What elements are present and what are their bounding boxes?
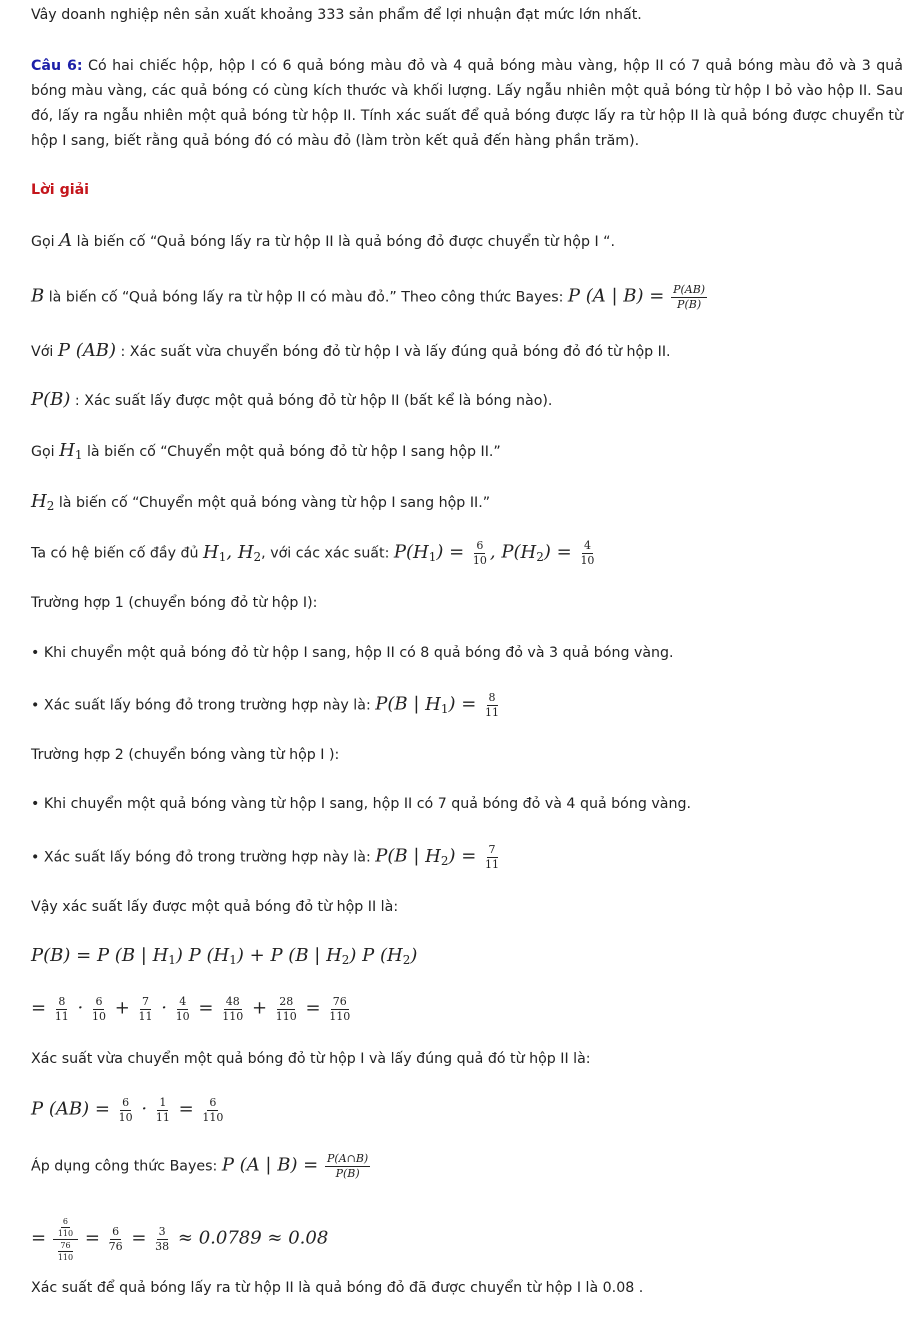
line-define-a: Gọi A là biến cố “Quả bóng lấy ra từ hộp II là quả bóng đỏ được chuyển từ hộp I “. — [31, 230, 616, 251]
case2-bullet1: • Khi chuyển một quả bóng vàng từ hộp I sang, hộp II có 7 quả bóng đỏ và 4 quả bóng vàng. — [31, 796, 691, 812]
line-system: Ta có hệ biến cố đầy đủ $H_1$, $H_2$, với các xác suất: $P(H_1)$ = $\frac{6}{10}$ , $P(H_2)$ = $\frac{4}{10}$ — [31, 539, 595, 567]
line-h1: Gọi $H_1$ là biến cố “Chuyển một quả bóng đỏ từ hộp I sang hộp II.” — [31, 440, 501, 462]
bayes-fraction: $\frac{P(AB)}{P(B)}$ — [673, 283, 706, 311]
case1-bullet1: • Khi chuyển một quả bóng đỏ từ hộp I sang, hộp II có 8 quả bóng đỏ và 3 quả bóng vàng. — [31, 645, 674, 661]
previous-answer-line: Vây doanh nghiệp nên sản xuất khoảng 333 sản phẩm để lợi nhuận đạt mức lớn nhất. — [31, 7, 642, 23]
final-answer: Xác suất để quả bóng lấy ra từ hộp II là quả bóng đỏ đã được chuyển từ hộp I là 0.08 . — [31, 1280, 644, 1296]
question-paragraph — [31, 54, 903, 154]
question-text: Có hai chiếc hộp, hộp I có 6 quả bóng màu đỏ và 4 quả bóng màu vàng, hộp II có 7 quả bóng màu đỏ và 3 quả bóng màu vàng, các quả bóng có cùng kích thước và khối lượng. Lấy ngẫu nhiên một quả bóng từ hộp I bỏ vào hộp II. Sau đó, lấy ra ngẫu nhiên một quả bóng từ hộp II. Tính xác suất để quả bóng được lấy ra từ hộp II là quả bóng được chuyển từ hộp I sang, biết rằng quả bóng đó có màu đỏ (làm tròn kết quả đến hàng phần trăm). — [31, 58, 903, 149]
case2-bullet2: • Xác suất lấy bóng đỏ trong trường hợp này là: P(B | $H_2$) = $\frac{7}{11}$ — [31, 843, 500, 871]
solution-heading: Lời giải — [31, 182, 90, 198]
question-label: Câu 6: — [31, 58, 83, 74]
pab-formula: P (AB) = $\frac{6}{10}$ · $\frac{1}{11}$ = $\frac{6}{110}$ — [31, 1096, 224, 1124]
bayes-apply: Áp dụng công thức Bayes: P (A | B) = $\frac{P(A\cap B)}{P(B)}$ — [31, 1152, 369, 1180]
line-pb: P(B) : Xác suất lấy được một quả bóng đỏ từ hộp II (bất kể là bóng nào). — [31, 389, 553, 410]
case2-heading: Trường hợp 2 (chuyển bóng vàng từ hộp I ): — [31, 747, 340, 763]
line-define-b: B là biến cố “Quả bóng lấy ra từ hộp II có màu đỏ.” Theo công thức Bayes: P (A | B) = $\frac{P(AB)}{P(B)}$ — [31, 283, 706, 311]
total-prob-formula: P(B) = P (B | $H_1$) P $(H_1) + P$ (B | $H_2$) P $(H_2)$ — [31, 945, 418, 967]
bayes-result: = $\frac{\frac{6}{110}}{\frac{76}{110}}$ = $\frac{6}{76}$ = $\frac{3}{38}$ ≈ 0.0789 ≈ 0.08 — [31, 1217, 329, 1262]
nested-fraction: $\frac{\frac{6}{110}}{\frac{76}{110}}$ — [53, 1217, 78, 1262]
total-prob-intro: Vậy xác suất lấy được một quả bóng đỏ từ hộp II là: — [31, 899, 399, 915]
line-pab: Với P (AB) : Xác suất vừa chuyển bóng đỏ từ hộp I và lấy đúng quả bóng đỏ đó từ hộp II. — [31, 340, 671, 361]
case1-bullet2: • Xác suất lấy bóng đỏ trong trường hợp này là: P(B | $H_1$) = $\frac{8}{11}$ — [31, 691, 500, 719]
total-prob-calc: = $\frac{8}{11}$ · $\frac{6}{10}$ + $\frac{7}{11}$ · $\frac{4}{10}$ = $\frac{48}{110}$ + $\frac{28}{110}$ = $\frac{76}{110}$ — [31, 995, 351, 1023]
line-h2: $H_2$ là biến cố “Chuyển một quả bóng vàng từ hộp I sang hộp II.” — [31, 491, 491, 513]
pab-intro: Xác suất vừa chuyển một quả bóng đỏ từ hộp I và lấy đúng quả đó từ hộp II là: — [31, 1051, 591, 1067]
case1-heading: Trường hợp 1 (chuyển bóng đỏ từ hộp I): — [31, 595, 318, 611]
